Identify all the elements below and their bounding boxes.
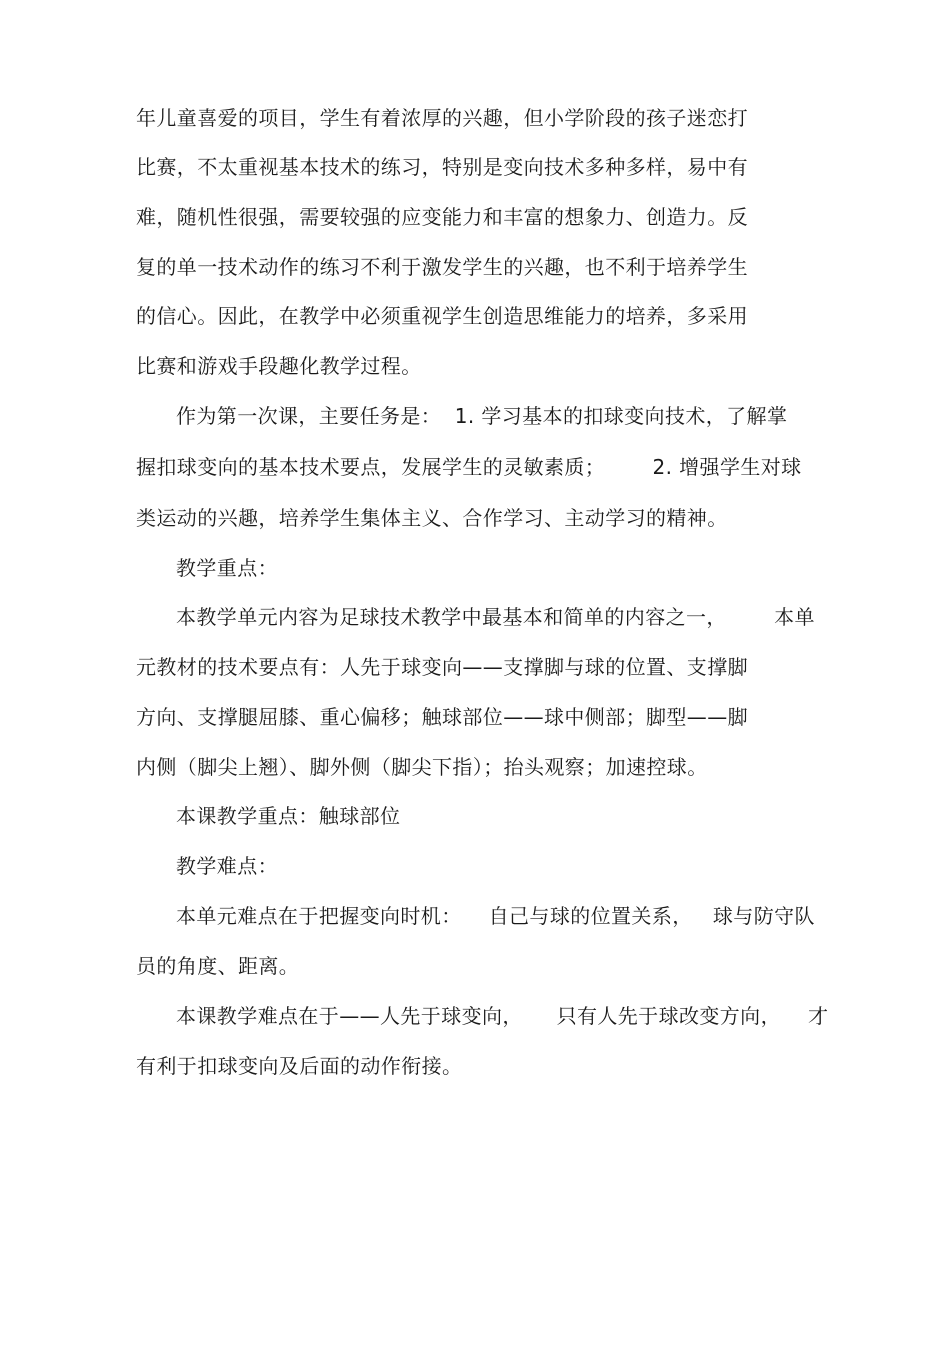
paragraph-line-12: 元教材的技术要点有：人先于球变向——支撑脚与球的位置、支撑脚: [136, 655, 748, 679]
paragraph-line-20: 有利于扣球变向及后面的动作衔接。: [136, 1054, 463, 1078]
heading-key-points: 教学重点：: [176, 556, 278, 580]
paragraph-line-14: 内侧（脚尖上翘）、脚外侧（脚尖下指）；抬头观察；加速控球。: [136, 755, 708, 779]
paragraph-line-9: 类运动的兴趣，培养学生集体主义、合作学习、主动学习的精神。: [136, 506, 728, 530]
paragraph-line-19: 本课教学难点在于——人先于球变向， 只有人先于球改变方向， 才: [176, 1004, 829, 1028]
paragraph-line-4: 复的单一技术动作的练习不利于激发学生的兴趣，也不利于培养学生: [136, 255, 748, 279]
paragraph-line-5: 的信心。因此，在教学中必须重视学生创造思维能力的培养，多采用: [136, 304, 748, 328]
paragraph-line-6: 比赛和游戏手段趣化教学过程。: [136, 354, 422, 378]
paragraph-line-7: 作为第一次课，主要任务是： 1. 学习基本的扣球变向技术，了解掌: [176, 404, 788, 428]
paragraph-line-11: 本教学单元内容为足球技术教学中最基本和简单的内容之一， 本单: [176, 605, 815, 629]
lesson-key-point: 本课教学重点：触球部位: [176, 804, 401, 828]
paragraph-line-1: 年儿童喜爱的项目，学生有着浓厚的兴趣，但小学阶段的孩子迷恋打: [136, 106, 748, 130]
paragraph-line-18: 员的角度、距离。: [136, 954, 300, 978]
paragraph-line-3: 难，随机性很强，需要较强的应变能力和丰富的想象力、创造力。反: [136, 205, 748, 229]
paragraph-line-2: 比赛，不太重视基本技术的练习，特别是变向技术多种多样，易中有: [136, 155, 748, 179]
heading-difficulties: 教学难点：: [176, 854, 278, 878]
paragraph-line-17: 本单元难点在于把握变向时机： 自己与球的位置关系， 球与防守队: [176, 904, 815, 928]
paragraph-line-8: 握扣球变向的基本技术要点，发展学生的灵敏素质； 2. 增强学生对球: [136, 455, 802, 479]
paragraph-line-13: 方向、支撑腿屈膝、重心偏移；触球部位——球中侧部；脚型——脚: [136, 705, 748, 729]
